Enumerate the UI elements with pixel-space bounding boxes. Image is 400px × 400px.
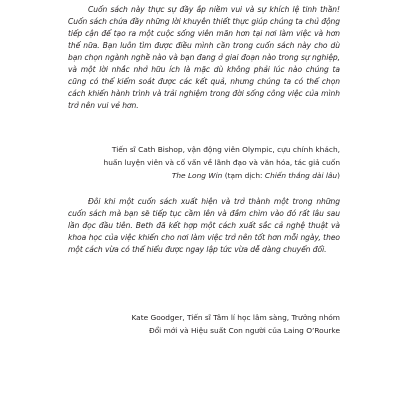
attribution-1-mid: (tạm dịch: bbox=[222, 171, 265, 180]
attribution-1-line-2: huấn luyện viên và cố vấn về lãnh đạo và văn hóa, tác giả cuốn bbox=[103, 158, 340, 167]
book-title: The Long Win bbox=[171, 171, 223, 180]
endorsement-attribution-1 bbox=[50, 143, 340, 182]
translated-book-title: Chiến thắng dài lâu bbox=[264, 171, 338, 180]
attribution-1-end: ) bbox=[337, 171, 340, 180]
attribution-2-line-1: Kate Goodger, Tiến sĩ Tâm lí học lâm sàng, Trưởng nhóm bbox=[131, 313, 340, 322]
attribution-2-line-2: Đổi mới và Hiệu suất Con người của Laing O’Rourke bbox=[148, 326, 340, 335]
endorsement-quote-2: Đôi khi một cuốn sách xuất hiện và trở thành một trong những cuốn sách mà bạn sẽ tiếp tục cầm lên và đắm chìm vào đó rất lâu sau lần đọc đầu tiên. Beth đã kết hợp một cách xuất sắc cả nghệ thuật và khoa học của việc khiến cho nơi làm việc trở nên tốt hơn mỗi ngày, theo một cách vừa có thể hiểu được ngay lập tức vừa dễ dàng chuyển đổi. bbox=[68, 197, 340, 254]
attribution-1-line-3 bbox=[50, 169, 340, 182]
endorsement-quote-1: Cuốn sách này thực sự đầy ắp niềm vui và sự khích lệ tinh thần! Cuốn sách chứa đầy những lời khuyên thiết thực giúp chúng ta chủ động tiếp cận để tạo ra một cuộc sống viên mãn hơn tại nơi làm việc và hơn thế nữa. Bạn luôn tìm được điều mình cần trong cuốn sách này cho dù bạn chọn ngành nghề nào và bạn đang ở giai đoạn nào trong sự nghiệp, và một lời nhắc nhở hữu ích là mặc dù không phải lúc nào chúng ta cũng có thể kiểm soát được các kết quả, nhưng chúng ta có thể chọn cách khiến hành trình và trải nghiệm trong đời sống công việc của mình trở nên vui vẻ hơn. bbox=[68, 5, 340, 110]
endorsement-attribution-2 bbox=[50, 311, 340, 337]
attribution-1-line-1: Tiến sĩ Cath Bishop, vận động viên Olympic, cựu chính khách, bbox=[111, 145, 340, 154]
